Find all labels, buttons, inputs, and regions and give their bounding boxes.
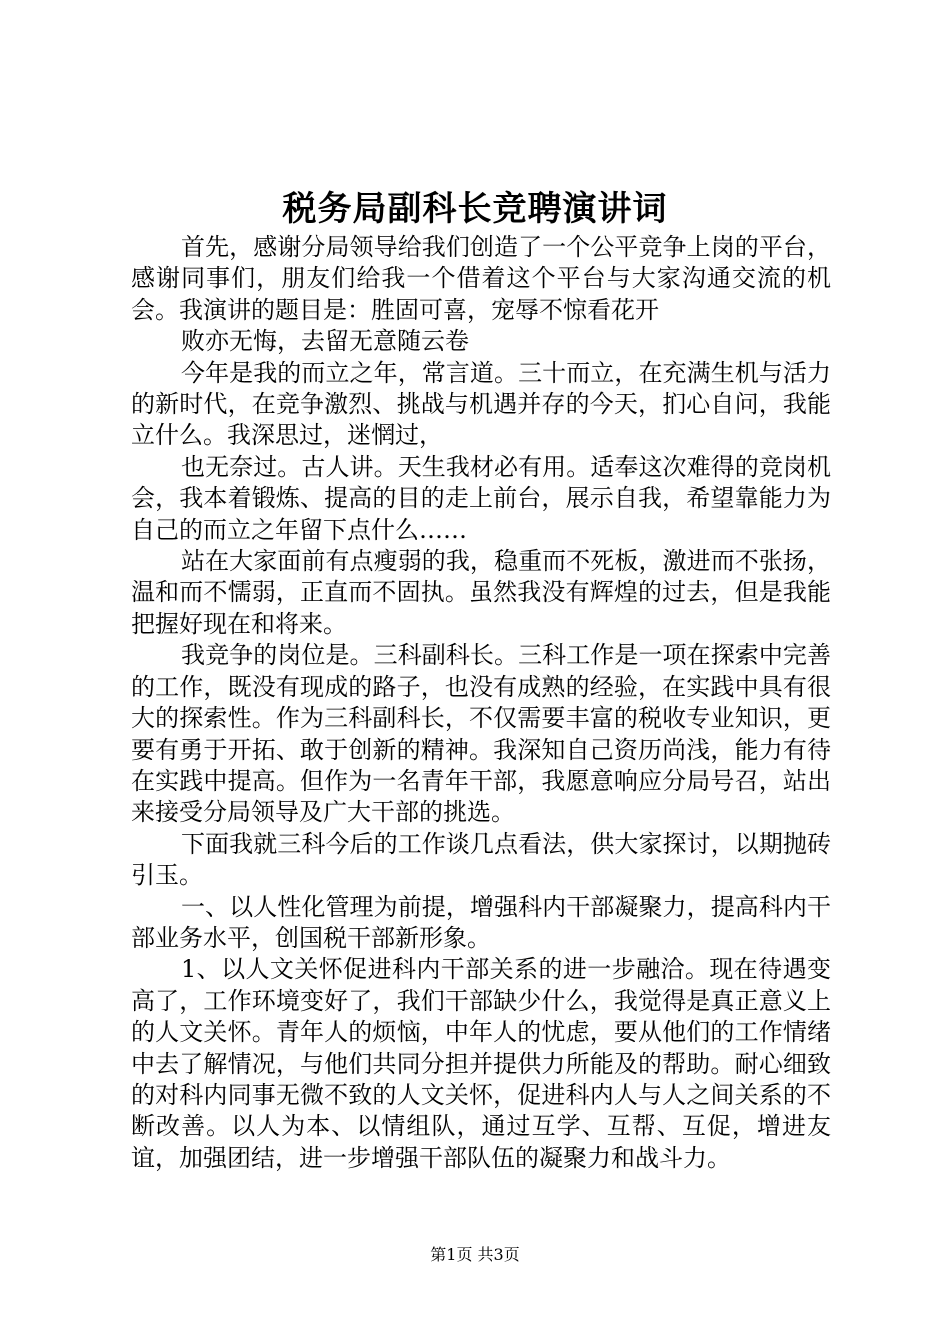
paragraph: 也无奈过。古人讲。天生我材必有用。适奉这次难得的竞岗机会，我本着锻炼、提高的目的走上前台，展示自我，希望靠能力为自己的而立之年留下点什么…… <box>131 452 831 544</box>
page-footer: 第1页 共3页 <box>430 1245 520 1264</box>
paragraph: 下面我就三科今后的工作谈几点看法，供大家探讨，以期抛砖引玉。 <box>131 829 831 890</box>
paragraph: 今年是我的而立之年，常言道。三十而立，在充满生机与活力的新时代，在竞争激烈、挑战与机遇并存的今天，扪心自问，我能立什么。我深思过，迷惘过， <box>131 358 831 450</box>
document-body <box>131 232 831 1174</box>
paragraph: 败亦无悔，去留无意随云卷 <box>181 327 469 356</box>
paragraph: 站在大家面前有点瘦弱的我，稳重而不死板，激进而不张扬，温和而不懦弱，正直而不固执。虽然我没有辉煌的过去，但是我能把握好现在和将来。 <box>131 547 831 638</box>
paragraph: 1、以人文关怀促进科内干部关系的进一步融洽。现在待遇变高了，工作环境变好了，我们干部缺少什么，我觉得是真正意义上的人文关怀。青年人的烦恼，中年人的忧虑，要从他们的工作情绪中去了解情况，与他们共同分担并提供力所能及的帮助。耐心细致的对科内同事无微不致的人文关怀，促进科内人与人之间关系的不断改善。以人为本、以情组队，通过互学、互帮、互促，增进友谊，加强团结，进一步增强干部队伍的凝聚力和战斗力。 <box>131 955 831 1172</box>
paragraph: 我竞争的岗位是。三科副科长。三科工作是一项在探索中完善的工作，既没有现成的路子，也没有成熟的经验，在实践中具有很大的探索性。作为三科副科长，不仅需要丰富的税收专业知识，更要有勇于开拓、敢于创新的精神。我深知自己资历尚浅，能力有待在实践中提高。但作为一名青年干部，我愿意响应分局号召，站出来接受分局领导及广大干部的挑选。 <box>131 641 831 827</box>
document-title: 税务局副科长竞聘演讲词 <box>282 189 668 229</box>
paragraph: 一、以人性化管理为前提，增强科内干部凝聚力，提高科内干部业务水平，创国税干部新形象。 <box>131 892 831 952</box>
paragraph: 首先，感谢分局领导给我们创造了一个公平竞争上岗的平台，感谢同事们，朋友们给我一个借着这个平台与大家沟通交流的机会。我演讲的题目是：胜固可喜，宠辱不惊看花开 <box>131 233 831 324</box>
